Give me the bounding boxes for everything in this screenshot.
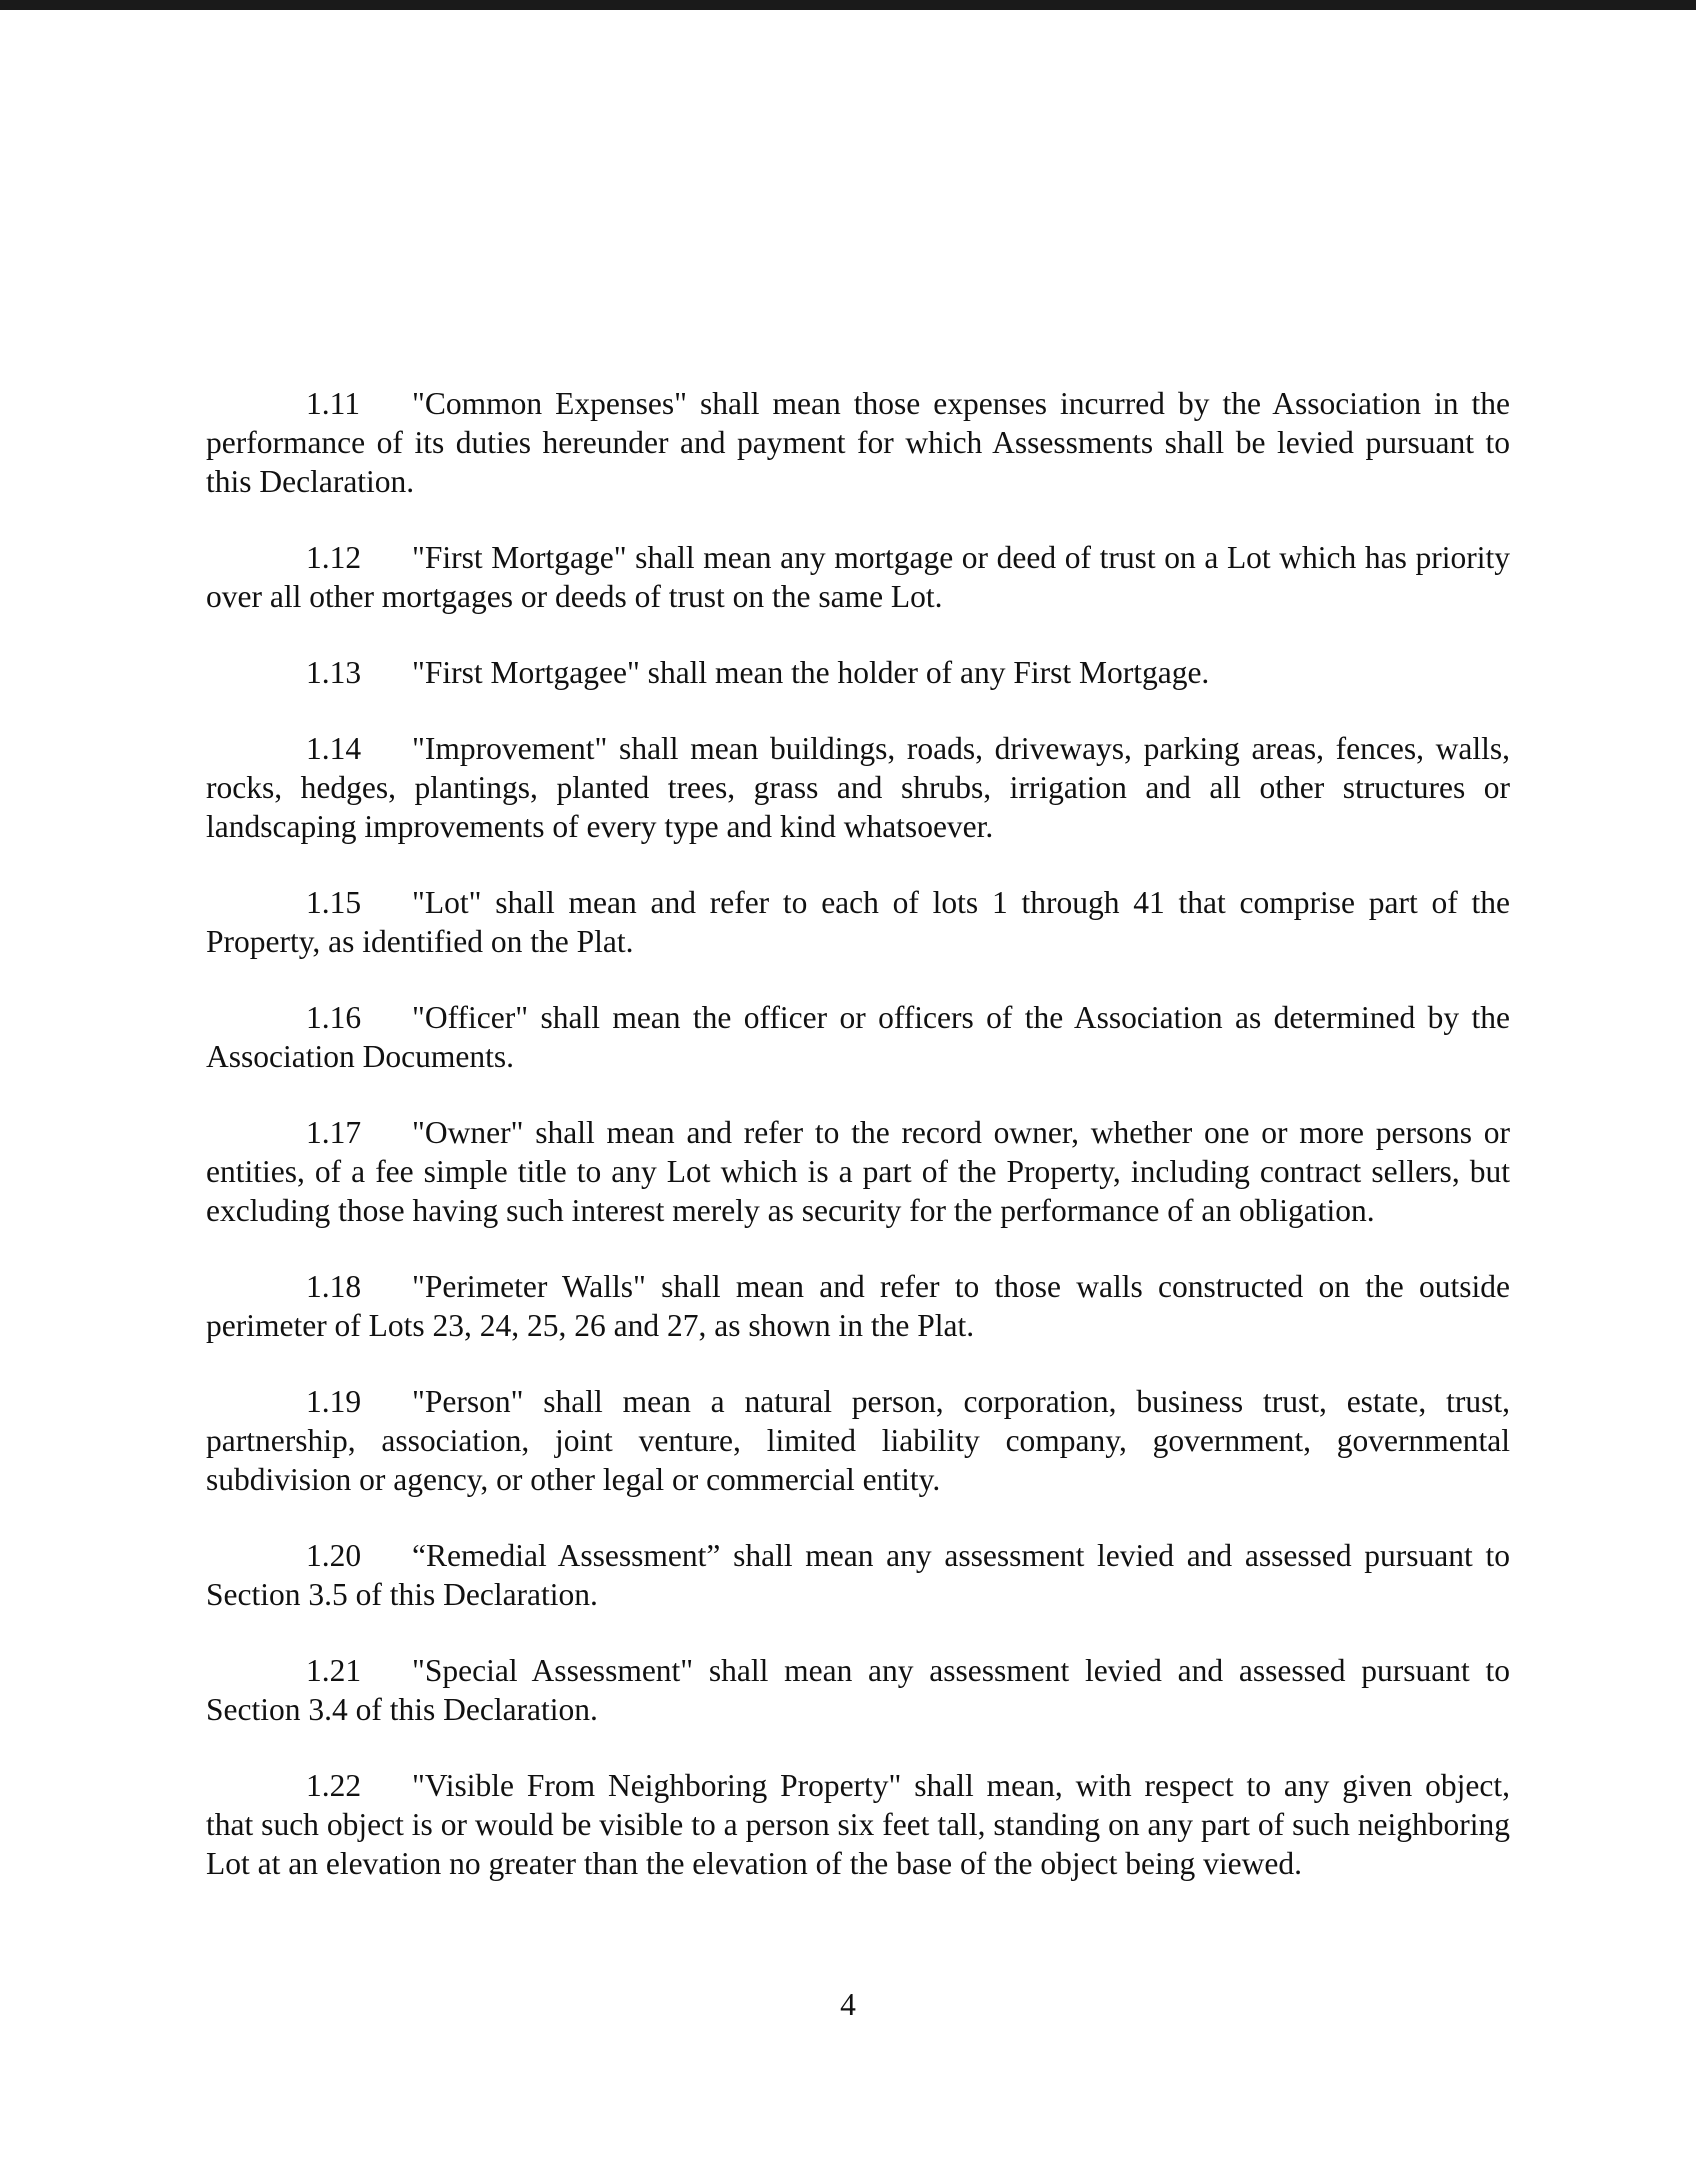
definition-1-11 (206, 384, 1510, 501)
section-number: 1.12 (306, 540, 362, 575)
section-number: 1.11 (306, 386, 360, 421)
section-number: 1.13 (306, 655, 362, 690)
definition-1-14 (206, 729, 1510, 846)
section-number: 1.14 (306, 731, 362, 766)
definition-1-12 (206, 538, 1510, 616)
definition-text: "Improvement" shall mean buildings, roads, driveways, parking areas, fences, walls, rocks, hedges, plantings, planted trees, grass and shrubs, irrigation and all other structures or landscaping improvements of every type and kind whatsoever. (206, 731, 1510, 844)
page-number: 4 (840, 1987, 856, 2022)
definition-text: "Owner" shall mean and refer to the record owner, whether one or more persons or entities, of a fee simple title to any Lot which is a part of the Property, including contract sellers, but excluding those having such interest merely as security for the performance of an obligation. (206, 1115, 1510, 1228)
definition-1-16 (206, 998, 1510, 1076)
definition-text: "First Mortgage" shall mean any mortgage or deed of trust on a Lot which has priority over all other mortgages or deeds of trust on the same Lot. (206, 540, 1510, 614)
document-body (206, 384, 1510, 1920)
definition-text: "Common Expenses" shall mean those expenses incurred by the Association in the performance of its duties hereunder and payment for which Assessments shall be levied pursuant to this Declaration. (206, 386, 1510, 499)
definition-text: "Person" shall mean a natural person, corporation, business trust, estate, trust, partnership, association, joint venture, limited liability company, government, governmental subdivision or agency, or other legal or commercial entity. (206, 1384, 1510, 1497)
definition-text: "Special Assessment" shall mean any assessment levied and assessed pursuant to Section 3.4 of this Declaration. (206, 1653, 1510, 1727)
section-number: 1.17 (306, 1115, 362, 1150)
definition-1-15 (206, 883, 1510, 961)
section-number: 1.15 (306, 885, 362, 920)
definition-1-13 (206, 653, 1510, 692)
scan-top-border (0, 0, 1696, 10)
definition-text: "Lot" shall mean and refer to each of lots 1 through 41 that comprise part of the Property, as identified on the Plat. (206, 885, 1510, 959)
definition-text: "First Mortgagee" shall mean the holder of any First Mortgage. (412, 655, 1210, 690)
section-number: 1.20 (306, 1538, 362, 1573)
definition-1-19 (206, 1382, 1510, 1499)
definition-1-17 (206, 1113, 1510, 1230)
section-number: 1.21 (306, 1653, 362, 1688)
section-number: 1.16 (306, 1000, 362, 1035)
definition-1-22 (206, 1766, 1510, 1883)
definition-1-18 (206, 1267, 1510, 1345)
definition-1-20 (206, 1536, 1510, 1614)
section-number: 1.18 (306, 1269, 362, 1304)
section-number: 1.19 (306, 1384, 362, 1419)
definition-text: “Remedial Assessment” shall mean any assessment levied and assessed pursuant to Section 3.5 of this Declaration. (206, 1538, 1510, 1612)
definition-1-21 (206, 1651, 1510, 1729)
definition-text: "Perimeter Walls" shall mean and refer to those walls constructed on the outside perimeter of Lots 23, 24, 25, 26 and 27, as shown in the Plat. (206, 1269, 1510, 1343)
section-number: 1.22 (306, 1768, 362, 1803)
definition-text: "Visible From Neighboring Property" shall mean, with respect to any given object, that such object is or would be visible to a person six feet tall, standing on any part of such neighboring Lot at an elevation no greater than the elevation of the base of the object being viewed. (206, 1768, 1510, 1881)
definition-text: "Officer" shall mean the officer or officers of the Association as determined by the Association Documents. (206, 1000, 1510, 1074)
